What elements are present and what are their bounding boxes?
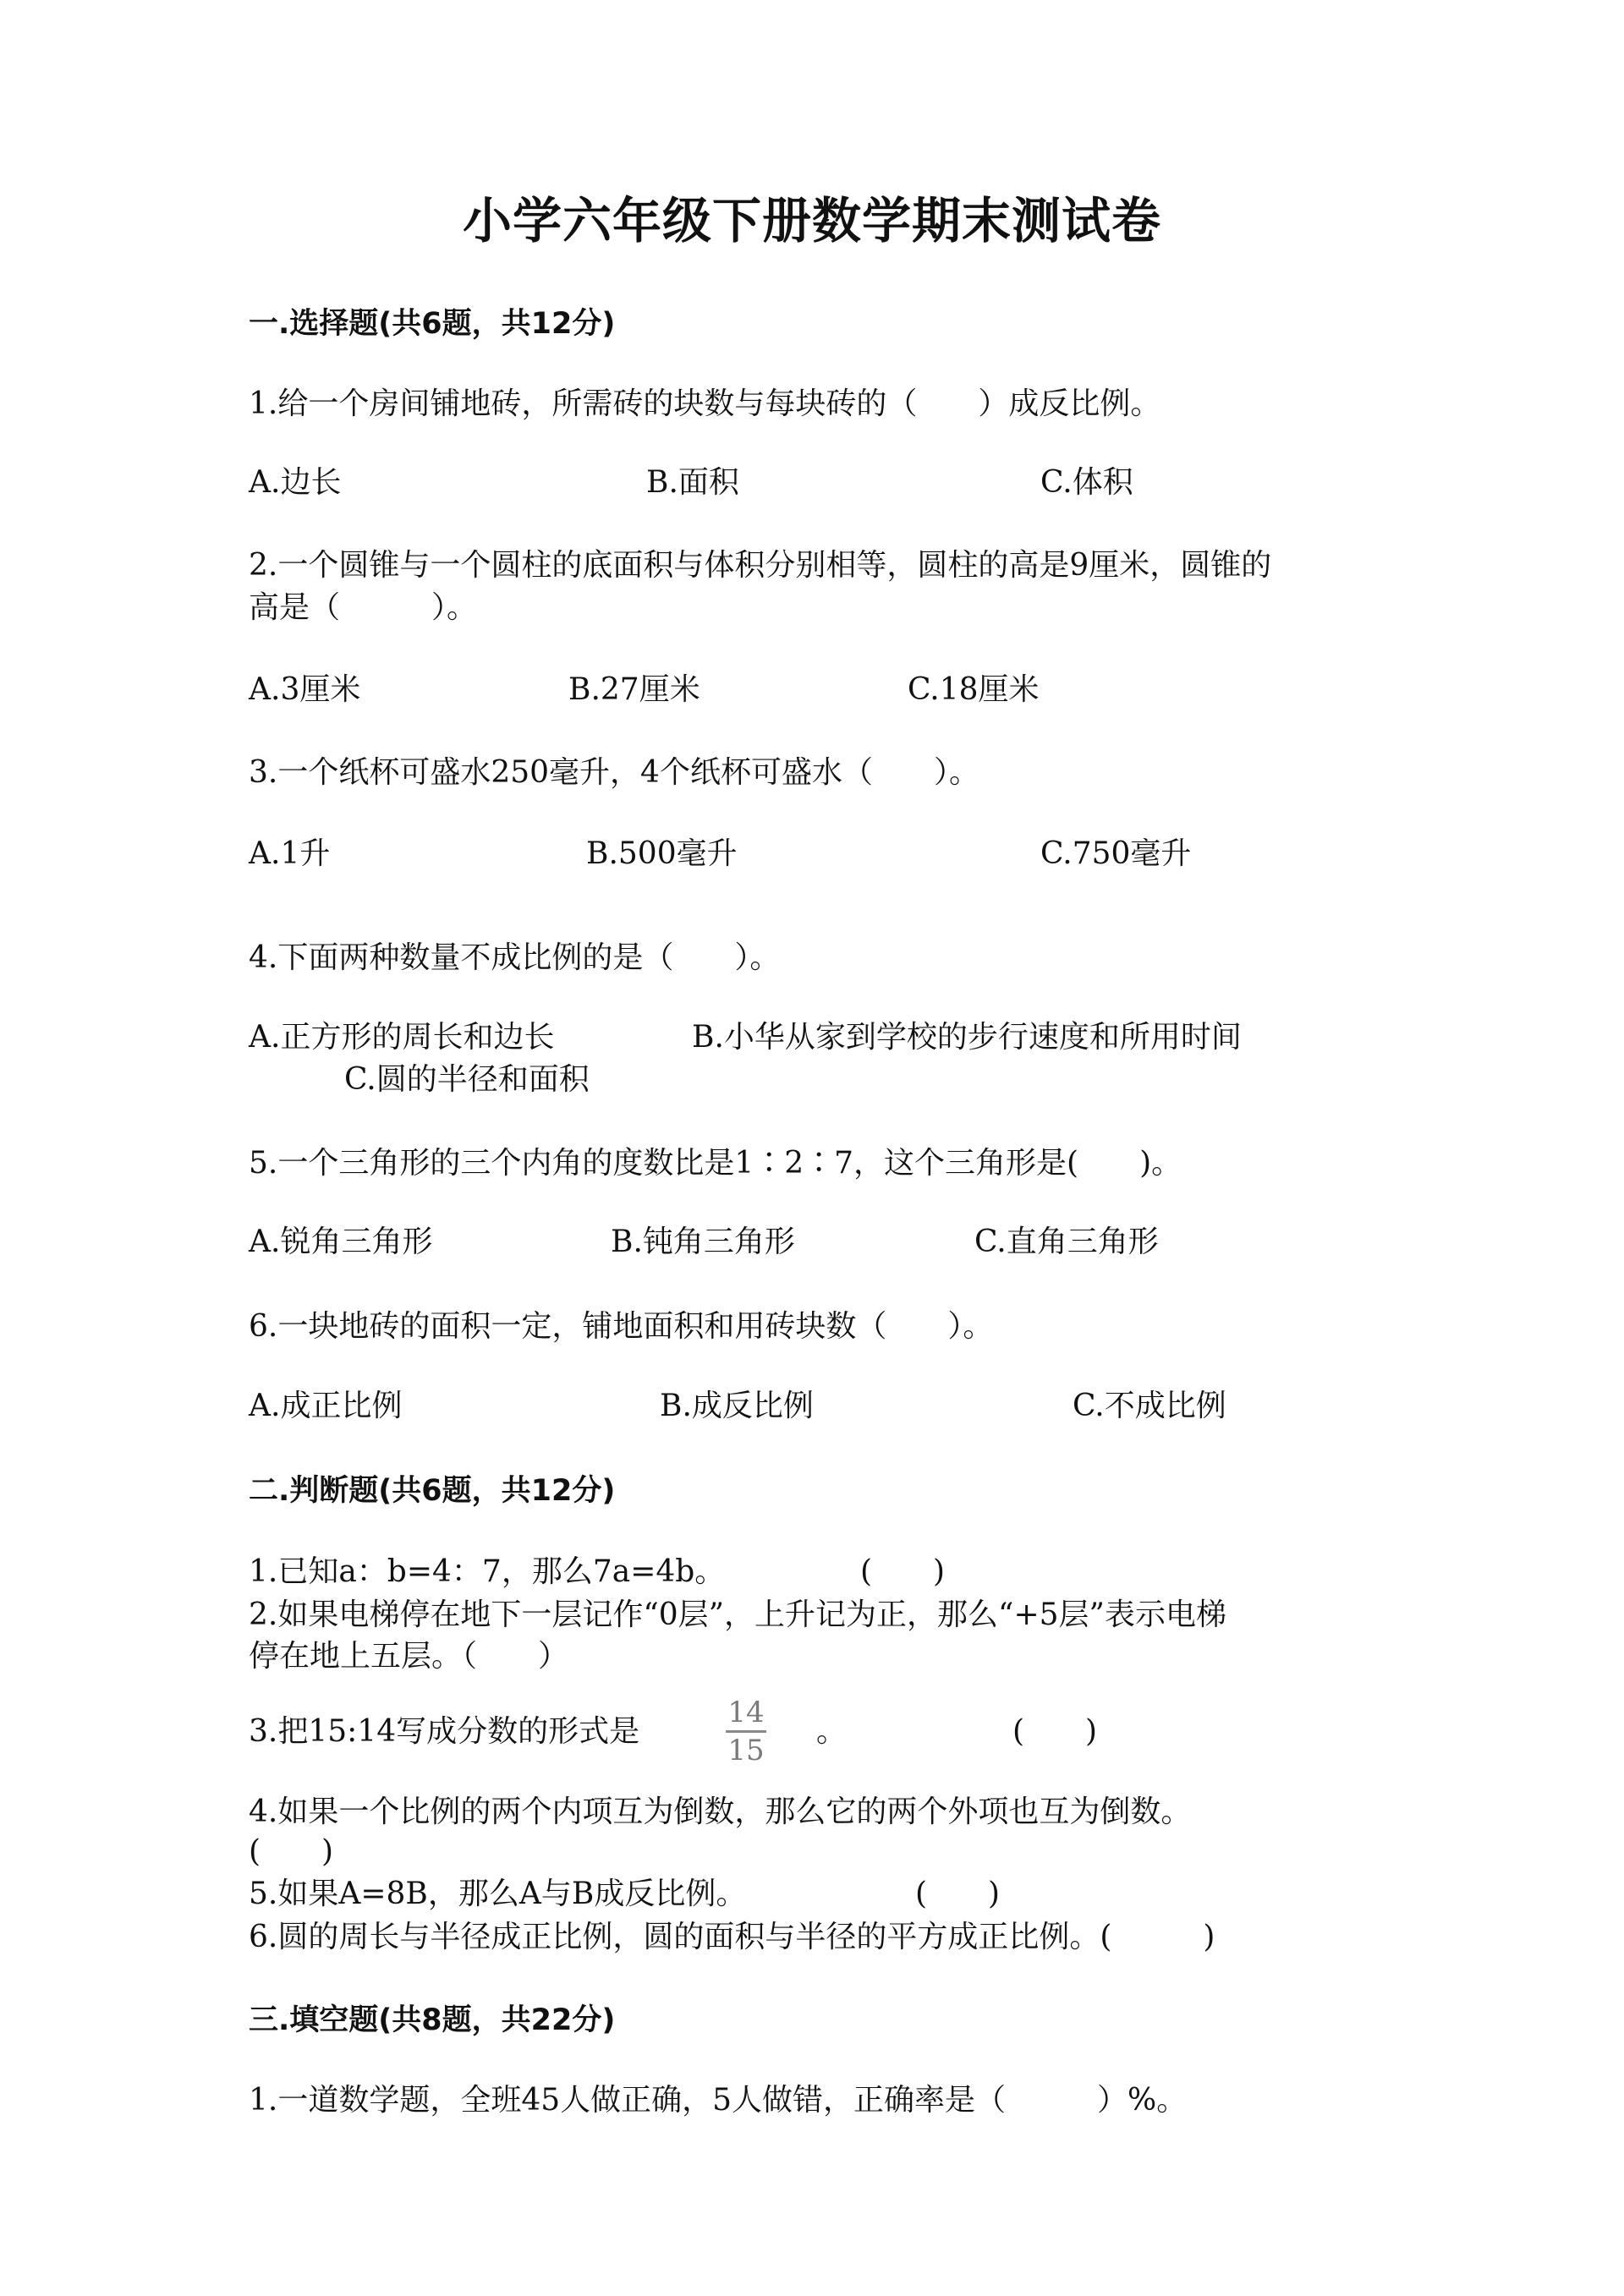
fraction-denominator: 15 [727,1734,765,1767]
judgement-question-2-line-1: 2.如果电梯停在地下一层记作“0层”，上升记为正，那么“+5层”表示电梯 [249,1597,1226,1632]
choice-1-option-a: A.边长 [249,465,342,500]
judgement-question-6: 6.圆的周长与半径成正比例，圆的面积与半径的平方成正比例。( ) [249,1920,1215,1954]
judgement-question-2-line-2: 停在地上五层。（ ） [249,1639,569,1674]
choice-2-option-a: A.3厘米 [249,672,361,707]
judgement-question-1: 1.已知a：b=4：7，那么7a=4b。 [249,1554,726,1589]
choice-4-option-c: C.圆的半径和面积 [344,1062,590,1097]
fill-question-1: 1.一道数学题，全班45人做正确，5人做错，正确率是（ ）%。 [249,2083,1188,2118]
judgement-3-period: 。 [816,1714,848,1749]
choice-question-3: 3.一个纸杯可盛水250毫升，4个纸杯可盛水（ ）。 [249,755,979,790]
judgement-question-4: 4.如果一个比例的两个内项互为倒数，那么它的两个外项也互为倒数。 [249,1795,1192,1829]
fraction-numerator: 14 [727,1696,765,1729]
judgement-question-5: 5.如果A=8B，那么A与B成反比例。 [249,1877,747,1911]
judgement-3-answer-box: ( ) [1012,1714,1098,1749]
choice-2-option-b: B.27厘米 [568,672,700,707]
judgement-4-answer-box: ( ) [249,1834,334,1869]
section-choice-title: 一.选择题(共6题，共12分) [249,307,616,341]
choice-4-option-b: B.小华从家到学校的步行速度和所用时间 [692,1020,1242,1055]
choice-4-option-a: A.正方形的周长和边长 [249,1020,555,1055]
choice-6-option-a: A.成正比例 [249,1389,403,1423]
page-title: 小学六年级下册数学期末测试卷 [462,192,1161,249]
choice-3-option-c: C.750毫升 [1040,836,1192,871]
choice-question-4: 4.下面两种数量不成比例的是（ ）。 [249,940,781,975]
judgement-5-answer-box: ( ) [915,1877,1001,1911]
fraction-bar [726,1730,766,1733]
judgement-question-3: 3.把15:14写成分数的形式是 [249,1714,640,1749]
choice-6-option-b: B.成反比例 [660,1389,814,1423]
choice-1-option-b: B.面积 [646,465,739,500]
choice-1-option-c: C.体积 [1040,465,1133,500]
choice-6-option-c: C.不成比例 [1073,1389,1226,1423]
choice-question-2-line-2: 高是（ ）。 [249,590,478,625]
choice-question-6: 6.一块地砖的面积一定，铺地面积和用砖块数（ ）。 [249,1309,994,1344]
choice-3-option-b: B.500毫升 [586,836,738,871]
choice-question-1: 1.给一个房间铺地砖，所需砖的块数与每块砖的（ ）成反比例。 [249,386,1161,421]
choice-2-option-c: C.18厘米 [908,672,1040,707]
choice-5-option-a: A.锐角三角形 [249,1225,433,1259]
choice-5-option-c: C.直角三角形 [974,1225,1159,1259]
choice-5-option-b: B.钝角三角形 [611,1225,795,1259]
fraction-14-over-15 [717,1696,775,1767]
section-judgement-title: 二.判断题(共6题，共12分) [249,1474,616,1508]
section-fill-title: 三.填空题(共8题，共22分) [249,2003,616,2037]
choice-3-option-a: A.1升 [249,836,331,871]
judgement-1-answer-box: ( ) [860,1554,946,1589]
choice-question-2-line-1: 2.一个圆锥与一个圆柱的底面积与体积分别相等，圆柱的高是9厘米，圆锥的 [249,548,1272,583]
choice-question-5: 5.一个三角形的三个内角的度数比是1∶2∶7，这个三角形是( )。 [249,1146,1182,1181]
